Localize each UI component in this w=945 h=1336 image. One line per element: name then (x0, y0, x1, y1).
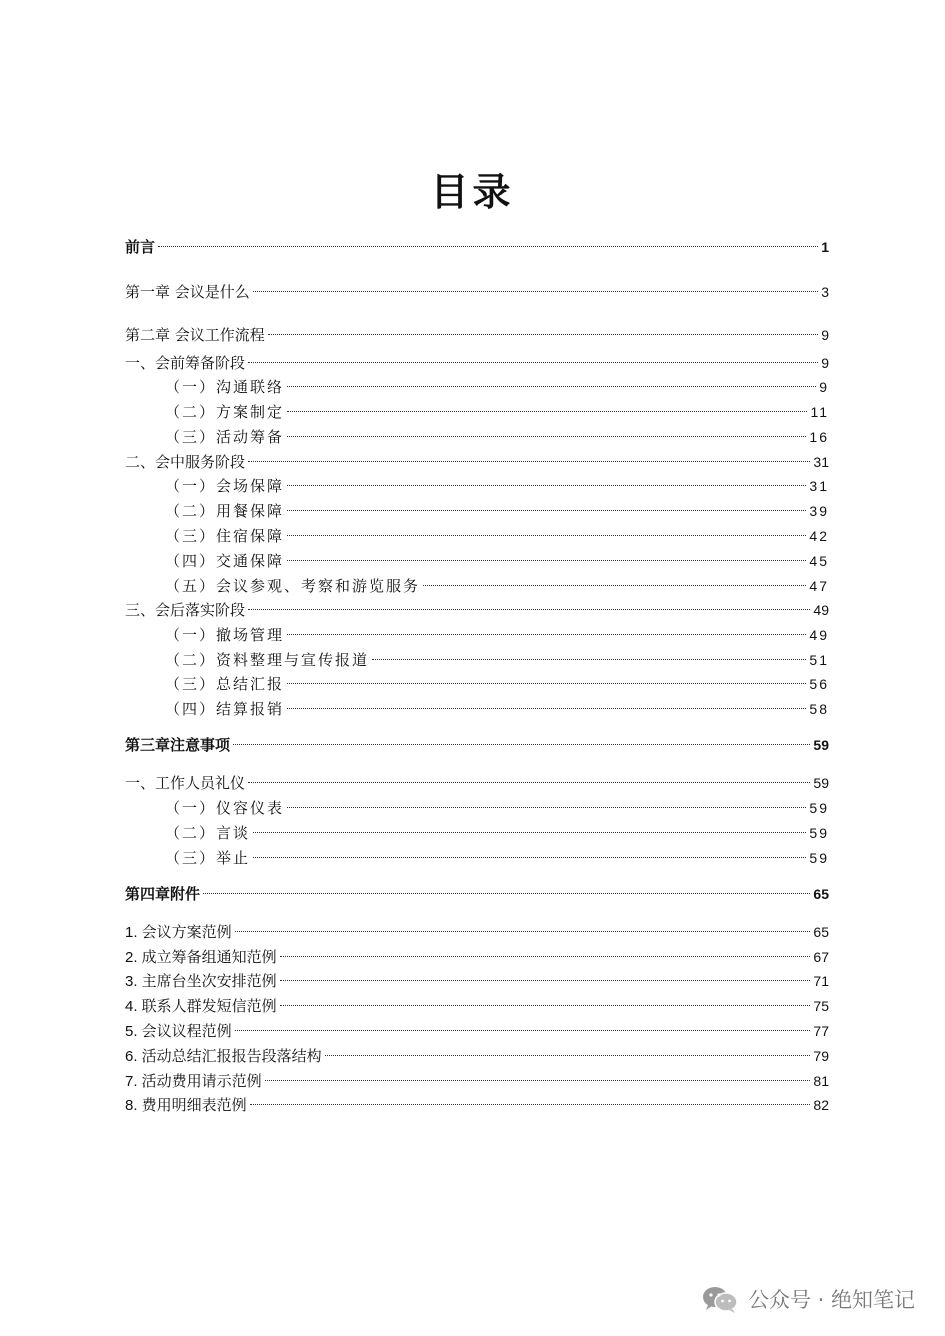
toc-entry-label: （三）住宿保障 (165, 527, 285, 545)
toc-entry-page: 11 (810, 404, 829, 420)
toc-entry-page: 67 (813, 949, 829, 965)
toc-entry-label: 1. 会议方案范例 (125, 924, 232, 941)
toc-entry-page: 1 (821, 239, 829, 255)
toc-entry-page: 45 (809, 553, 829, 569)
dot-leader (268, 334, 818, 335)
toc-entry-label: 2. 成立筹备组通知范例 (125, 949, 277, 966)
toc-entry-label: 第四章附件 (125, 885, 201, 903)
page-title: 目录 (430, 169, 515, 214)
toc-entry-appendix[interactable] (125, 1093, 829, 1117)
toc-entry-label: 4. 联系人群发短信范例 (125, 998, 277, 1015)
dot-leader (250, 1104, 811, 1105)
toc-entry-label: 三、会后落实阶段 (125, 601, 246, 619)
toc-entry-page: 59 (809, 850, 829, 866)
toc-entry-label: 7. 活动费用请示范例 (125, 1073, 262, 1090)
dot-leader (287, 485, 806, 486)
toc-entry-page: 39 (809, 503, 829, 519)
toc-entry-appendix[interactable] (125, 1019, 829, 1043)
dot-leader (248, 362, 818, 363)
toc-entry-page: 47 (809, 578, 829, 594)
toc-entry-page: 77 (813, 1023, 829, 1039)
dot-leader (287, 683, 806, 684)
dot-leader (253, 832, 806, 833)
toc-entry-page: 9 (821, 355, 829, 371)
toc-entry-page: 71 (813, 973, 829, 989)
toc-entry-subsection[interactable] (165, 375, 829, 399)
toc-entry-page: 59 (809, 825, 829, 841)
toc-entry-page: 82 (813, 1097, 829, 1113)
toc-entry-page: 59 (813, 737, 829, 753)
toc-entry-subsection[interactable] (165, 623, 829, 647)
toc-entry-label: （四）交通保障 (165, 552, 285, 570)
toc-entry-preface[interactable] (125, 235, 829, 259)
dot-leader (287, 708, 806, 709)
toc-entry-label: （二）言谈 (165, 824, 251, 842)
toc-entry-subsection[interactable] (165, 574, 829, 598)
toc-entry-label: 一、工作人员礼仪 (125, 774, 246, 792)
toc-entry-label: 第二章 会议工作流程 (125, 326, 265, 344)
toc-entry-subsection[interactable] (165, 524, 829, 548)
toc-entry-chapter-2[interactable] (125, 323, 829, 347)
toc-entry-appendix[interactable] (125, 1069, 829, 1093)
toc-entry-subsection[interactable] (165, 846, 829, 870)
toc-entry-page: 65 (813, 886, 829, 902)
toc-entry-subsection[interactable] (165, 648, 829, 672)
dot-leader (253, 857, 806, 858)
toc-entry-subsection[interactable] (165, 474, 829, 498)
toc-entry-label: （一）沟通联络 (165, 378, 285, 396)
toc-entry-label: 第一章 会议是什么 (125, 283, 250, 301)
toc-entry-subsection[interactable] (165, 499, 829, 523)
toc-entry-label: （一）仪容仪表 (165, 799, 285, 817)
toc-entry-subsection[interactable] (165, 697, 829, 721)
toc-entry-subsection[interactable] (165, 400, 829, 424)
dot-leader (287, 436, 806, 437)
dot-leader (287, 535, 806, 536)
toc-entry-page: 51 (809, 652, 829, 668)
dot-leader (265, 1080, 811, 1081)
toc-entry-appendix[interactable] (125, 945, 829, 969)
dot-leader (423, 585, 806, 586)
toc-entry-page: 42 (809, 528, 829, 544)
toc-entry-page: 59 (809, 800, 829, 816)
toc-entry-subsection[interactable] (165, 549, 829, 573)
toc-entry-section[interactable] (125, 598, 829, 622)
toc-entry-page: 59 (813, 775, 829, 791)
toc-entry-label: 5. 会议议程范例 (125, 1023, 232, 1040)
toc-entry-label: （二）用餐保障 (165, 502, 285, 520)
dot-leader (280, 980, 811, 981)
toc-entry-section[interactable] (125, 450, 829, 474)
toc-entry-label: 8. 费用明细表范例 (125, 1097, 247, 1114)
toc-entry-page: 31 (809, 478, 829, 494)
dot-leader (203, 893, 810, 894)
toc-entry-page: 49 (809, 627, 829, 643)
dot-leader (280, 1005, 811, 1006)
watermark-text: 公众号 · 绝知笔记 (747, 1288, 915, 1312)
toc-entry-page: 9 (821, 327, 829, 343)
dot-leader (233, 744, 810, 745)
toc-entry-page: 81 (813, 1073, 829, 1089)
toc-entry-section[interactable] (125, 351, 829, 375)
toc-entry-label: 二、会中服务阶段 (125, 453, 246, 471)
toc-entry-page: 65 (813, 924, 829, 940)
toc-entry-page: 75 (813, 998, 829, 1014)
dot-leader (287, 411, 807, 412)
dot-leader (235, 1030, 811, 1031)
toc-entry-label: 第三章注意事项 (125, 736, 231, 754)
toc-entry-appendix[interactable] (125, 920, 829, 944)
dot-leader (248, 461, 810, 462)
toc-entry-subsection[interactable] (165, 425, 829, 449)
toc-entry-page: 9 (819, 379, 829, 395)
toc-entry-label: （一）撤场管理 (165, 626, 285, 644)
dot-leader (287, 510, 806, 511)
toc-entry-label: （四）结算报销 (165, 700, 285, 718)
toc-entry-appendix[interactable] (125, 969, 829, 993)
toc-entry-label: （五）会议参观、考察和游览服务 (165, 577, 421, 595)
toc-entry-label: 前言 (125, 238, 156, 256)
toc-entry-label: 6. 活动总结汇报报告段落结构 (125, 1048, 322, 1065)
dot-leader (287, 386, 816, 387)
toc-entry-page: 58 (809, 701, 829, 717)
toc-entry-subsection[interactable] (165, 672, 829, 696)
toc-entry-page: 31 (813, 454, 829, 470)
toc-entry-chapter-3[interactable] (125, 733, 829, 757)
toc-entry-appendix[interactable] (125, 1044, 829, 1068)
toc-entry-page: 49 (813, 602, 829, 618)
toc-entry-label: （三）活动筹备 (165, 428, 285, 446)
toc-entry-label: 3. 主席台坐次安排范例 (125, 973, 277, 990)
dot-leader (325, 1055, 811, 1056)
toc-entry-page: 56 (809, 676, 829, 692)
dot-leader (372, 659, 806, 660)
dot-leader (235, 931, 811, 932)
toc-entry-appendix[interactable] (125, 994, 829, 1018)
toc-entry-label: （三）总结汇报 (165, 675, 285, 693)
toc-entry-subsection[interactable] (165, 796, 829, 820)
toc-entry-page: 79 (813, 1048, 829, 1064)
toc-entry-label: （三）举止 (165, 849, 251, 867)
toc-entry-chapter-4[interactable] (125, 882, 829, 906)
watermark (700, 1284, 915, 1314)
toc-entry-label: （二）方案制定 (165, 403, 285, 421)
toc-entry-label: （二）资料整理与宣传报道 (165, 651, 370, 669)
wechat-icon (700, 1284, 740, 1314)
dot-leader (158, 246, 818, 247)
dot-leader (248, 782, 810, 783)
toc-entry-chapter-1[interactable] (125, 280, 829, 304)
dot-leader (248, 609, 810, 610)
toc-entry-page: 16 (809, 429, 829, 445)
toc-entry-label: （一）会场保障 (165, 477, 285, 495)
dot-leader (280, 956, 811, 957)
dot-leader (287, 807, 806, 808)
dot-leader (287, 560, 806, 561)
toc-entry-section[interactable] (125, 771, 829, 795)
toc-entry-subsection[interactable] (165, 821, 829, 845)
toc-entry-page: 3 (821, 284, 829, 300)
toc-entry-label: 一、会前筹备阶段 (125, 354, 246, 372)
dot-leader (287, 634, 806, 635)
dot-leader (253, 291, 818, 292)
